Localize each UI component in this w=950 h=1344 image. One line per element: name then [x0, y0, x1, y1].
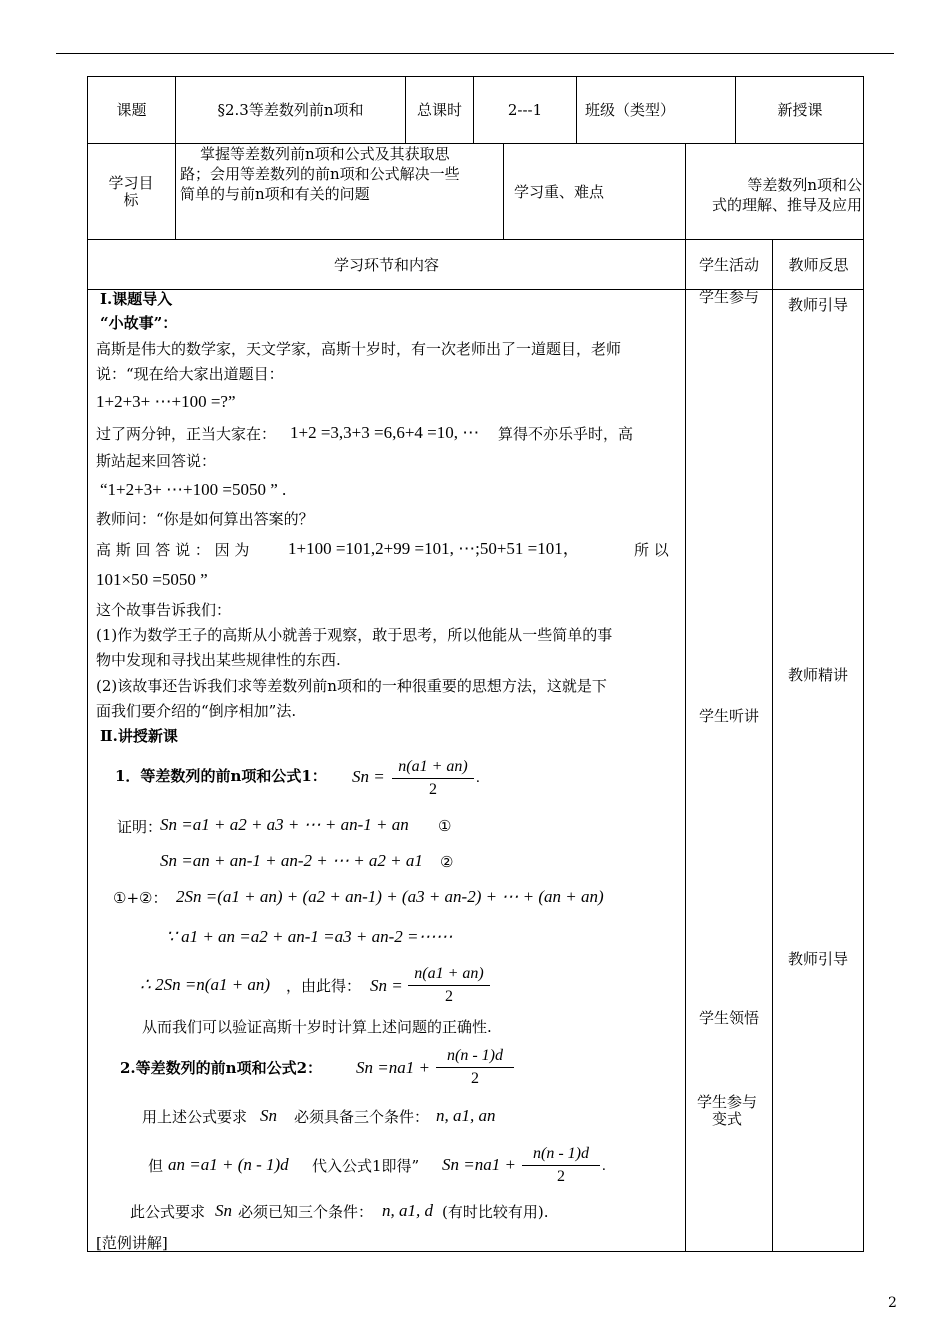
therefore-denominator: 2 [445, 988, 453, 1005]
col-divider [772, 239, 773, 1252]
proof-equation-2: Sn =an + an-1 + an-2 + ⋯ + a2 + a1 [160, 851, 423, 870]
page-number: 2 [888, 1295, 897, 1311]
equation: 1+100 =101,2+99 =101, ⋯;50+51 =101， [288, 539, 580, 558]
student-activity: 学生参与变式 [696, 1093, 757, 1128]
formula2-lhs: Sn =na1 + [356, 1058, 430, 1077]
paragraph: (2)该故事还告诉我们求等差数列前n项和的一种很重要的思想方法，这就是下 [96, 677, 607, 695]
teacher-note: 教师精讲 [787, 666, 848, 684]
formula1-lhs: Sn = [352, 767, 385, 786]
period: . [476, 770, 480, 786]
section-new-lesson-title: Ⅱ.讲授新课 [100, 727, 178, 745]
paragraph: 所 以 [634, 541, 669, 559]
condition2-text: 此公式要求 [130, 1203, 206, 1221]
circle-mark-2: ② [440, 853, 454, 871]
key-points-label: 学习重、难点 [514, 182, 605, 201]
proof-label: 证明： [117, 818, 163, 836]
paragraph: 物中发现和寻找出某些规律性的东西. [96, 651, 341, 669]
objectives-label: 学习目标 [108, 173, 154, 209]
paragraph: 这个故事告诉我们： [96, 601, 232, 619]
substitution-numerator: n(n - 1)d [522, 1143, 600, 1166]
paragraph: 过了两分钟，正当大家在： [96, 425, 277, 443]
condition2-vars: n, a1, d [382, 1201, 433, 1220]
therefore-fraction [408, 963, 490, 1008]
therefore-numerator: n(a1 + an) [408, 963, 490, 986]
substitution-text: 代入公式1即得” [312, 1157, 420, 1175]
condition2-text: 必须已知三个条件： [238, 1203, 374, 1221]
teacher-note: 教师引导 [787, 296, 848, 314]
proof-equation-1: Sn =a1 + a2 + a3 + ⋯ + an-1 + an [160, 815, 409, 834]
topic-value: §2.3等差数列前n项和 [217, 101, 364, 119]
col-divider [175, 143, 176, 239]
formula1-denominator: 2 [429, 781, 437, 798]
therefore-lhs: Sn = [370, 976, 403, 995]
topic-label: 课题 [116, 101, 147, 119]
paragraph: 面我们要介绍的“倒序相加”法. [96, 702, 297, 720]
class-type-label: 班级（类型） [585, 101, 676, 119]
equation: 1+2+3+ ⋯+100 =?” [96, 392, 236, 411]
therefore-text: ，由此得： [286, 977, 362, 995]
objectives-text: 掌握等差数列前n项和公式及其获取思 路；会用等差数列的前n项和公式解决一些 简单的与前n项和有关的问题 [180, 145, 460, 203]
paragraph: 算得不亦乐乎时，高 [498, 425, 634, 443]
paragraph: 说：“现在给大家出道题目： [96, 365, 284, 383]
period: . [602, 1158, 606, 1174]
sum-label: ①+②： [113, 889, 168, 907]
substitution-equation: an =a1 + (n - 1)d [168, 1155, 289, 1174]
because-equation: ∵ a1 + an =a2 + an-1 =a3 + an-2 =⋯⋯ [166, 927, 453, 946]
formula1-numerator: n(a1 + an) [392, 756, 474, 779]
formula1-label: 1．等差数列的前n项和公式1： [115, 767, 327, 785]
content-column-header: 学习环节和内容 [333, 255, 439, 274]
paragraph: 高 斯 回 答 说 ： 因 为 [96, 541, 250, 559]
formula1-fraction [392, 756, 474, 801]
equation: “1+2+3+ ⋯+100 =5050 ” . [100, 480, 287, 499]
total-hours-label: 总课时 [416, 101, 462, 119]
story-title: “小故事”： [100, 314, 178, 332]
section-intro-title: Ⅰ.课题导入 [100, 290, 173, 308]
student-activity: 学生听讲 [698, 707, 759, 725]
condition1-text: 必须具备三个条件： [294, 1108, 430, 1126]
student-column-header: 学生活动 [698, 255, 759, 274]
col-divider [685, 143, 686, 239]
substitution-denominator: 2 [557, 1168, 565, 1185]
formula2-label: 2.等差数列的前n项和公式2： [120, 1059, 323, 1077]
teacher-note: 教师引导 [787, 950, 848, 968]
verify-text: 从而我们可以验证高斯十岁时计算上述问题的正确性. [142, 1018, 492, 1036]
formula2-fraction [436, 1045, 514, 1090]
condition1-text: 用上述公式要求 [142, 1108, 248, 1126]
total-hours-value: 2---1 [507, 101, 543, 119]
teacher-column-header: 教师反思 [788, 255, 849, 274]
col-divider [685, 239, 686, 1252]
condition1-symbol: Sn [260, 1106, 277, 1125]
formula2-numerator: n(n - 1)d [436, 1045, 514, 1068]
equation: 1+2 =3,3+3 =6,6+4 =10, ⋯ [290, 423, 480, 442]
condition2-symbol: Sn [215, 1201, 232, 1220]
formula2-denominator: 2 [471, 1070, 479, 1087]
example-heading: [范例讲解] [96, 1234, 168, 1252]
class-type-value: 新授课 [777, 101, 823, 119]
equation: 101×50 =5050 ” [96, 570, 208, 589]
paragraph: 高斯是伟大的数学家，天文学家，高斯十岁时，有一次老师出了一道题目，老师 [96, 340, 622, 358]
key-points-text: 等差数列n项和公 式的理解、推导及应用 [711, 176, 862, 214]
header-rule [56, 53, 894, 54]
circle-mark-1: ① [438, 817, 452, 835]
sum-equation: 2Sn =(a1 + an) + (a2 + an-1) + (a3 + an-2) + ⋯ + (an + an) [176, 887, 604, 906]
paragraph: 教师问：“你是如何算出答案的？ [96, 510, 314, 528]
therefore-equation: ∴ 2Sn =n(a1 + an) [140, 975, 271, 994]
student-activity: 学生领悟 [698, 1009, 759, 1027]
paragraph: 斯站起来回答说： [96, 452, 217, 470]
substitution-lhs: Sn =na1 + [442, 1155, 516, 1174]
substitution-text: 但 [148, 1157, 164, 1175]
paragraph: (1)作为数学王子的高斯从小就善于观察，敢于思考，所以他能从一些简单的事 [96, 626, 613, 644]
condition1-vars: n, a1, an [436, 1106, 496, 1125]
substitution-fraction [522, 1143, 600, 1188]
student-activity: 学生参与 [698, 288, 759, 306]
condition2-text: (有时比较有用). [442, 1203, 549, 1221]
